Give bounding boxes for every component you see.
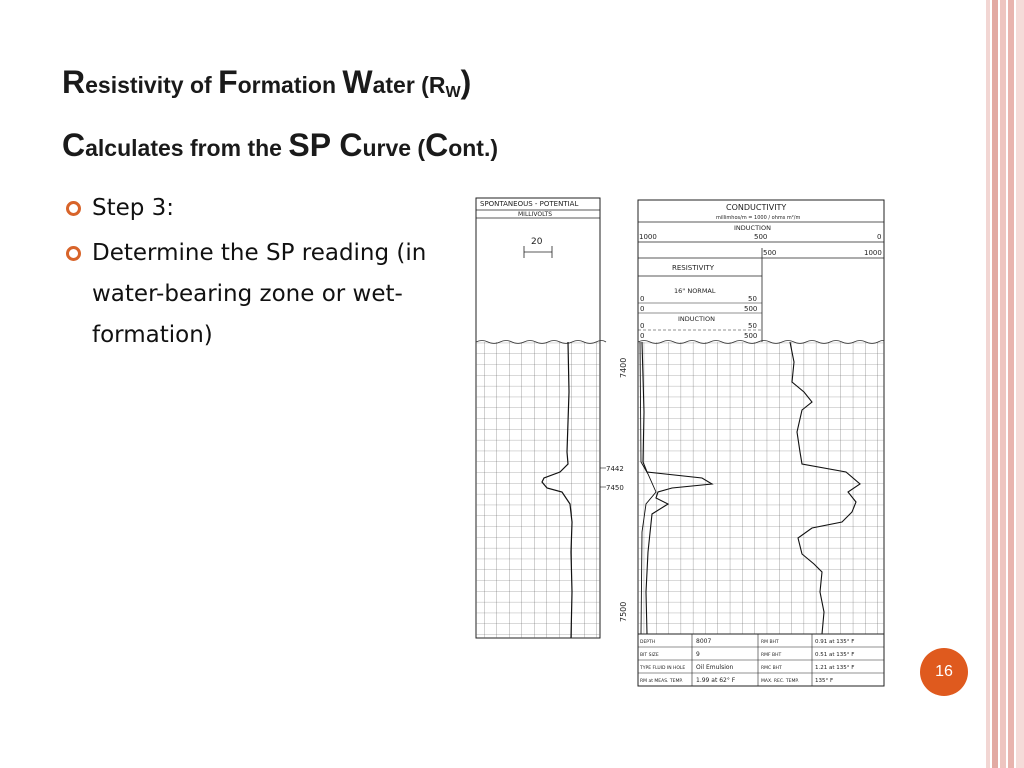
cond-scale: 0	[877, 233, 882, 241]
decor-stripe	[992, 0, 998, 768]
svg-text:0: 0	[640, 305, 645, 313]
cond-scale: 500	[763, 249, 777, 257]
well-log-chart	[472, 192, 892, 692]
title-line-2: Calculates from the SP Curve (Cont.)	[62, 127, 499, 163]
svg-text:8007: 8007	[696, 638, 712, 645]
svg-text:0.91 at 135° F: 0.91 at 135° F	[815, 639, 855, 645]
log-footer-table	[639, 638, 854, 684]
resistivity-header: RESISTIVITY	[672, 264, 714, 272]
sp-header: SPONTANEOUS - POTENTIAL	[480, 200, 579, 208]
depth-label: 7450	[606, 484, 624, 492]
svg-text:9: 9	[696, 651, 700, 658]
cond-scale: 500	[754, 233, 768, 241]
circle-bullet-icon	[66, 246, 81, 261]
decor-stripe	[1000, 0, 1006, 768]
svg-text:500: 500	[744, 305, 758, 313]
svg-text:0.51 at 135° F: 0.51 at 135° F	[815, 652, 855, 658]
svg-text:500: 500	[744, 332, 758, 340]
svg-text:RM BHT: RM BHT	[761, 640, 779, 645]
induction-label: INDUCTION	[734, 224, 771, 232]
list-item: Determine the SP reading (in water-bearing zone or wet-formation)	[62, 233, 447, 356]
depth-label: 7400	[619, 357, 628, 378]
cond-scale: 1000	[639, 233, 657, 241]
svg-text:0: 0	[640, 322, 645, 330]
depth-label: 7442	[606, 465, 624, 473]
page-number-badge: 16	[920, 648, 968, 696]
svg-text:0: 0	[640, 295, 645, 303]
svg-text:RMF BHT: RMF BHT	[761, 653, 782, 658]
svg-text:RMC BHT: RMC BHT	[761, 666, 782, 671]
conductivity-units: millimhos/m = 1000 / ohms m²/m	[716, 215, 801, 221]
svg-text:BIT SIZE: BIT SIZE	[640, 653, 659, 658]
svg-text:1.21 at 135° F: 1.21 at 135° F	[815, 665, 855, 671]
depth-label: 7500	[619, 601, 628, 622]
svg-text:0: 0	[640, 332, 645, 340]
svg-text:50: 50	[748, 295, 757, 303]
well-log-image	[472, 192, 892, 692]
svg-text:DEPTH: DEPTH	[640, 640, 656, 645]
decor-stripe	[986, 0, 990, 768]
svg-text:135° F: 135° F	[815, 678, 834, 684]
decor-stripe	[1008, 0, 1014, 768]
title-line-1: Resistivity of Formation Water $(R_W)$	[62, 64, 472, 101]
sp-scale-label: 20	[531, 237, 543, 247]
slide-title	[62, 56, 962, 174]
conductivity-header: CONDUCTIVITY	[726, 203, 787, 212]
list-item: Step 3:	[62, 188, 447, 229]
sp-grid	[476, 342, 600, 638]
svg-text:1.99 at 62° F: 1.99 at 62° F	[696, 677, 736, 684]
circle-bullet-icon	[66, 201, 81, 216]
svg-text:RM at MEAS. TEMP.: RM at MEAS. TEMP.	[640, 679, 683, 684]
svg-text:50: 50	[748, 322, 757, 330]
induction-label-2: INDUCTION	[678, 315, 715, 323]
svg-text:MAX. REC. TEMP.: MAX. REC. TEMP.	[761, 679, 799, 684]
svg-text:Oil Emulsion: Oil Emulsion	[696, 664, 734, 671]
svg-text:TYPE FLUID IN HOLE: TYPE FLUID IN HOLE	[640, 666, 686, 671]
cond-scale: 1000	[864, 249, 882, 257]
bullet-list	[62, 188, 447, 356]
sp-units: MILLIVOLTS	[518, 211, 553, 218]
decor-stripe	[1016, 0, 1024, 768]
normal-label: 16" NORMAL	[674, 287, 716, 295]
